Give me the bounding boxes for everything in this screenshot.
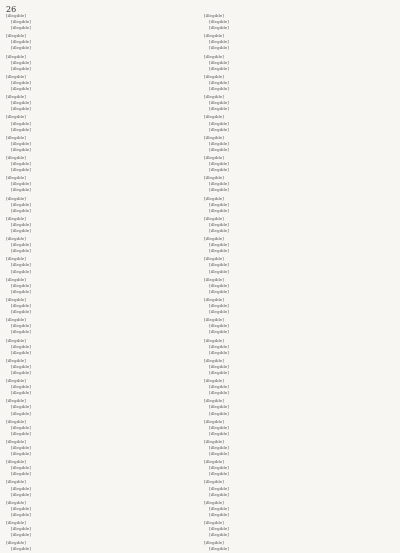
entry-line: [illegible] xyxy=(11,369,31,375)
page-number: 26 xyxy=(6,5,17,14)
entry-line: [illegible] xyxy=(209,369,229,375)
entry-line: [illegible] xyxy=(209,106,229,112)
entry-line: [illegible] xyxy=(6,317,26,323)
entry-line: [illegible] xyxy=(11,384,31,390)
entry-line: [illegible] xyxy=(11,505,31,511)
entry-line: [illegible] xyxy=(209,424,229,430)
entry-line: [illegible] xyxy=(204,520,224,526)
entry-line: [illegible] xyxy=(204,459,224,465)
entry-line: [illegible] xyxy=(209,363,229,369)
entry-line: [illegible] xyxy=(204,418,224,424)
entry-line: [illegible] xyxy=(11,465,31,471)
entry-line: [illegible] xyxy=(11,526,31,532)
entry-line: [illegible] xyxy=(209,19,229,25)
entry-line: [illegible] xyxy=(6,53,26,59)
entry-line: [illegible] xyxy=(11,445,31,450)
entry-line: [illegible] xyxy=(11,126,31,132)
entry-line: [illegible] xyxy=(6,499,26,505)
entry-line: [illegible] xyxy=(209,25,229,31)
entry-line: [illegible] xyxy=(209,167,229,173)
entry-line: [illegible] xyxy=(204,357,224,363)
entry-line: [illegible] xyxy=(11,424,31,430)
entry-line: [illegible] xyxy=(11,363,31,369)
entry-line: [illegible] xyxy=(11,59,31,65)
entry-line: [illegible] xyxy=(209,86,229,92)
entry-line: [illegible] xyxy=(11,349,31,355)
entry-line: [illegible] xyxy=(11,25,31,31)
entry-line: [illegible] xyxy=(204,33,224,39)
entry-line: [illegible] xyxy=(11,140,31,146)
entry-line: [illegible] xyxy=(11,19,31,25)
entry-line: [illegible] xyxy=(11,451,31,457)
entry-line: [illegible] xyxy=(209,323,229,329)
entry-line: [illegible] xyxy=(6,114,26,120)
entry-line: [illegible] xyxy=(204,337,224,343)
entry-line: [illegible] xyxy=(6,357,26,363)
entry-line: [illegible] xyxy=(6,134,26,140)
entry-line: [illegible] xyxy=(204,276,224,282)
entry-line: [illegible] xyxy=(11,248,31,254)
entry-line: [illegible] xyxy=(204,479,224,485)
entry-line: [illegible] xyxy=(204,499,224,505)
entry-line: [illegible] xyxy=(11,343,31,349)
entry-line: [illegible] xyxy=(11,282,31,288)
entry-line: [illegible] xyxy=(11,187,31,193)
entry-line: [illegible] xyxy=(209,126,229,132)
entry-line: [illegible] xyxy=(11,471,31,477)
entry-line: [illegible] xyxy=(209,282,229,288)
entry-line: [illegible] xyxy=(11,221,31,227)
entry-line: [illegible] xyxy=(6,73,26,79)
entry-line: [illegible] xyxy=(6,154,26,160)
entry-line: [illegible] xyxy=(6,256,26,262)
entry-line: [illegible] xyxy=(204,256,224,262)
entry-line: [illegible] xyxy=(209,309,229,315)
entry-line: [illegible] xyxy=(209,430,229,436)
entry-line: [illegible] xyxy=(11,303,31,309)
entry-line: [illegible] xyxy=(204,134,224,140)
entry-line: [illegible] xyxy=(204,154,224,160)
entry-line: [illegible] xyxy=(11,201,31,207)
entry-line: [illegible] xyxy=(209,384,229,390)
entry-line: [illegible] xyxy=(11,404,31,410)
entry-line: [illegible] xyxy=(6,398,26,404)
entry-line: [illegible] xyxy=(11,86,31,92)
entry-line: [illegible] xyxy=(11,79,31,85)
entry-line: [illegible] xyxy=(11,323,31,329)
entry-line: [illegible] xyxy=(209,526,229,532)
entry-line: [illegible] xyxy=(209,242,229,248)
entry-line: [illegible] xyxy=(11,106,31,112)
entry-line: [illegible] xyxy=(209,491,229,497)
entry-line: [illegible] xyxy=(209,262,229,268)
entry-line: [illegible] xyxy=(204,296,224,302)
entry-line: [illegible] xyxy=(11,532,31,538)
entry-line: [illegible] xyxy=(209,146,229,152)
entry-line: [illegible] xyxy=(11,242,31,248)
entry-line: [illegible] xyxy=(209,65,229,71)
entry-line: [illegible] xyxy=(6,418,26,424)
entry-line: [illegible] xyxy=(6,236,26,242)
entry-line: [illegible] xyxy=(209,303,229,309)
entry-line: [illegible] xyxy=(209,485,229,491)
entry-line: [illegible] xyxy=(204,53,224,59)
entry-line: [illegible] xyxy=(6,215,26,221)
entry-line: [illegible] xyxy=(6,459,26,465)
entry-line: [illegible] xyxy=(11,329,31,335)
entry-line: [illegible] xyxy=(11,207,31,213)
entry-line: [illegible] xyxy=(11,511,31,517)
entry-line: [illegible] xyxy=(11,65,31,71)
entry-line: [illegible] xyxy=(6,520,26,526)
entry-line: [illegible] xyxy=(204,317,224,323)
entry-line: [illegible] xyxy=(209,532,229,538)
entry-line: [illegible] xyxy=(11,309,31,315)
entry-line: [illegible] xyxy=(204,398,224,404)
left-column xyxy=(6,13,193,552)
entry-line: [illegible] xyxy=(209,451,229,457)
entry-line: [illegible] xyxy=(11,228,31,233)
entry-line: [illegible] xyxy=(6,479,26,485)
entry-line: [illegible] xyxy=(6,13,26,18)
entry-line: [illegible] xyxy=(6,276,26,282)
entry-line: [illegible] xyxy=(6,175,26,181)
entry-line: [illegible] xyxy=(6,296,26,302)
entry-line: [illegible] xyxy=(11,146,31,152)
entry-line: [illegible] xyxy=(11,485,31,491)
entry-line: [illegible] xyxy=(6,438,26,444)
entry-line: [illegible] xyxy=(209,39,229,45)
entry-line: [illegible] xyxy=(209,505,229,511)
entry-line: [illegible] xyxy=(204,195,224,201)
entry-line: [illegible] xyxy=(6,94,26,100)
entry-line: [illegible] xyxy=(11,268,31,274)
entry-line: [illegible] xyxy=(11,100,31,106)
entry-line: [illegible] xyxy=(209,404,229,410)
entry-line: [illegible] xyxy=(209,161,229,167)
entry-line: [illegible] xyxy=(209,201,229,207)
entry-line: [illegible] xyxy=(209,329,229,335)
entry-line: [illegible] xyxy=(209,445,229,450)
entry-line: [illegible] xyxy=(209,100,229,106)
entry-line: [illegible] xyxy=(6,195,26,201)
entry-line: [illegible] xyxy=(209,120,229,126)
entry-line: [illegible] xyxy=(204,114,224,120)
entry-line: [illegible] xyxy=(11,288,31,294)
entry-line: [illegible] xyxy=(209,288,229,294)
entry-line: [illegible] xyxy=(6,378,26,384)
entry-line: [illegible] xyxy=(204,236,224,242)
entry-line: [illegible] xyxy=(11,181,31,187)
entry-line: [illegible] xyxy=(11,430,31,436)
entry-line: [illegible] xyxy=(204,215,224,221)
entry-line: [illegible] xyxy=(204,73,224,79)
entry-line: [illegible] xyxy=(11,45,31,51)
right-column xyxy=(204,13,391,552)
entry-line: [illegible] xyxy=(204,378,224,384)
entry-line: [illegible] xyxy=(11,262,31,268)
entry-line: [illegible] xyxy=(11,390,31,396)
entry-line: [illegible] xyxy=(209,187,229,193)
entry-line: [illegible] xyxy=(11,491,31,497)
entry-line: [illegible] xyxy=(11,546,31,552)
entry-line: [illegible] xyxy=(209,59,229,65)
entry-line: [illegible] xyxy=(204,540,224,546)
entry-line: [illegible] xyxy=(6,540,26,546)
entry-line: [illegible] xyxy=(209,228,229,233)
entry-line: [illegible] xyxy=(209,410,229,416)
entry-line: [illegible] xyxy=(209,390,229,396)
entry-line: [illegible] xyxy=(209,471,229,477)
entry-line: [illegible] xyxy=(6,33,26,39)
entry-line: [illegible] xyxy=(209,79,229,85)
entry-line: [illegible] xyxy=(209,140,229,146)
entry-line: [illegible] xyxy=(209,207,229,213)
entry-line: [illegible] xyxy=(11,39,31,45)
entry-line: [illegible] xyxy=(209,248,229,254)
entry-line: [illegible] xyxy=(209,349,229,355)
entry-line: [illegible] xyxy=(6,337,26,343)
entry-line: [illegible] xyxy=(11,120,31,126)
entry-line: [illegible] xyxy=(209,181,229,187)
entry-line: [illegible] xyxy=(209,343,229,349)
entry-line: [illegible] xyxy=(11,161,31,167)
entry-line: [illegible] xyxy=(209,221,229,227)
entry-line: [illegible] xyxy=(204,438,224,444)
entry-line: [illegible] xyxy=(204,94,224,100)
entry-line: [illegible] xyxy=(11,410,31,416)
entry-line: [illegible] xyxy=(11,167,31,173)
entry-line: [illegible] xyxy=(209,268,229,274)
entry-line: [illegible] xyxy=(209,465,229,471)
entry-line: [illegible] xyxy=(204,13,224,18)
entry-line: [illegible] xyxy=(204,175,224,181)
entry-line: [illegible] xyxy=(209,511,229,517)
entry-line: [illegible] xyxy=(209,45,229,51)
entry-line: [illegible] xyxy=(209,546,229,552)
